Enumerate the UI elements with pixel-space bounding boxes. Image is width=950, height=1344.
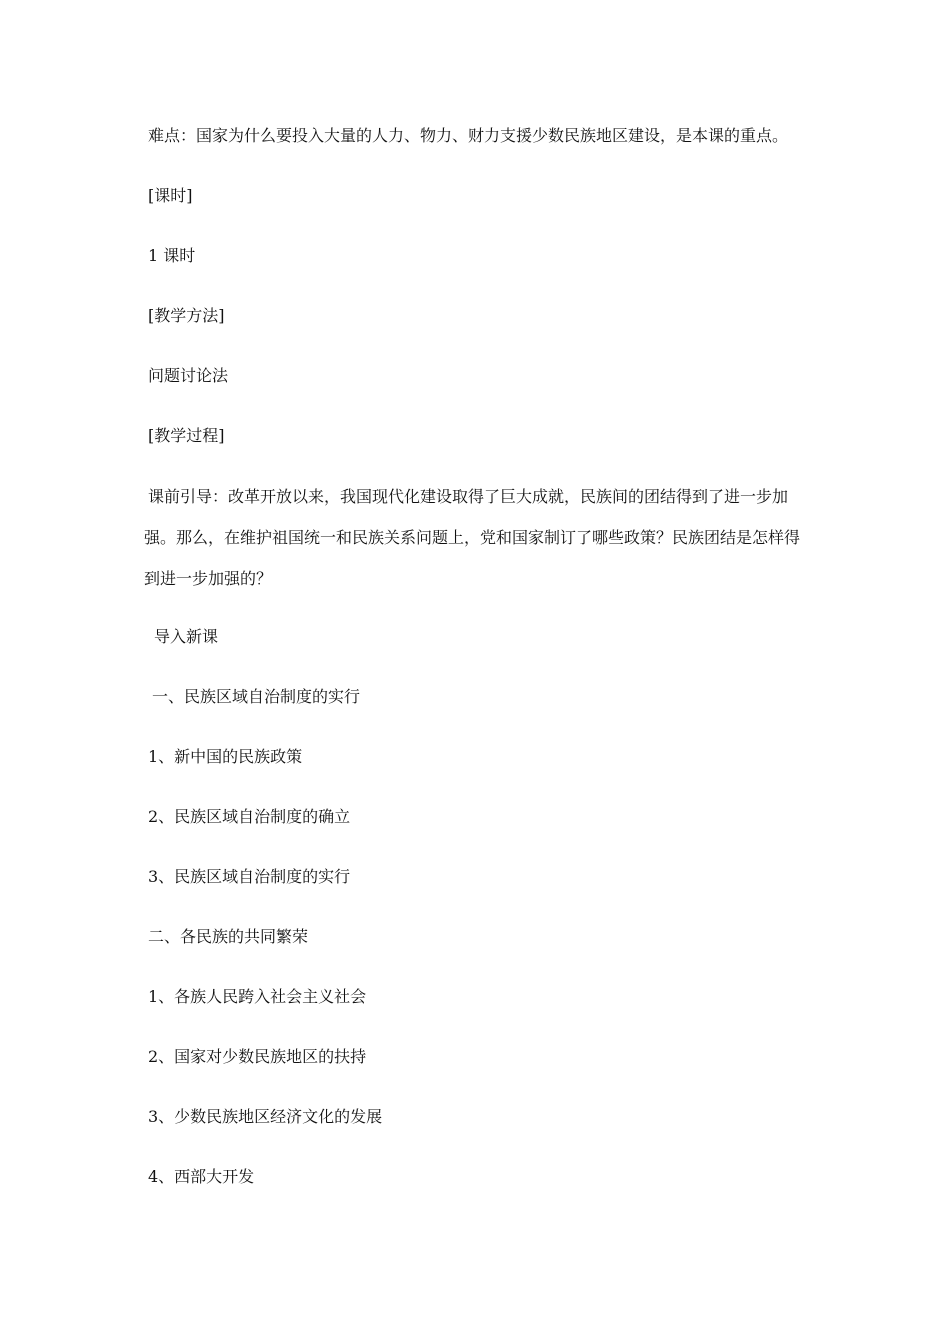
section-1-item: 1、新中国的民族政策 — [148, 747, 303, 766]
section-2-item: 2、国家对少数民族地区的扶持 — [148, 1047, 367, 1066]
intro-paragraph: 课前引导：改革开放以来，我国现代化建设取得了巨大成就，民族间的团结得到了进一步加强。那么，在维护祖国统一和民族关系问题上，党和国家制订了哪些政策？民族团结是怎样得到进一步加强的？ — [144, 487, 801, 588]
section-1-item: 2、民族区域自治制度的确立 — [148, 807, 351, 826]
process-heading: [教学过程] — [148, 426, 225, 445]
section-2-item: 3、少数民族地区经济文化的发展 — [148, 1107, 383, 1126]
class-hours-heading: [课时] — [148, 186, 193, 205]
method-value: 问题讨论法 — [148, 366, 229, 385]
section-2-title: 二、各民族的共同繁荣 — [148, 927, 309, 946]
new-lesson-heading: 导入新课 — [154, 627, 219, 646]
section-2-item: 4、西部大开发 — [148, 1167, 255, 1186]
class-hours-value: 1 课时 — [148, 246, 196, 265]
difficulty-text: 难点：国家为什么要投入大量的人力、物力、财力支援少数民族地区建设，是本课的重点。 — [148, 126, 789, 145]
method-heading: [教学方法] — [148, 306, 225, 325]
section-1-item: 3、民族区域自治制度的实行 — [148, 867, 351, 886]
section-2-item: 1、各族人民跨入社会主义社会 — [148, 987, 367, 1006]
section-1-title: 一、民族区域自治制度的实行 — [152, 687, 361, 706]
